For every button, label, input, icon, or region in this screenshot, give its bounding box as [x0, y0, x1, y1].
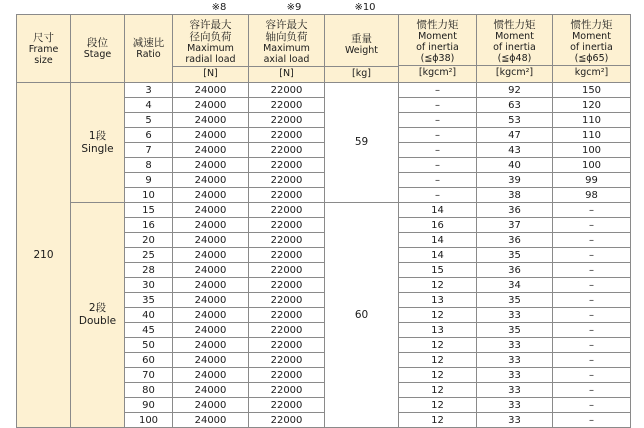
inertia-65-cell: – — [553, 353, 631, 368]
ratio-cell: 90 — [125, 398, 173, 413]
ratio-cell: 5 — [125, 113, 173, 128]
inertia-38-cell: – — [399, 158, 477, 173]
weight-cell: 60 — [325, 203, 399, 428]
inertia-48-cell: 35 — [477, 323, 553, 338]
ratio-cell: 7 — [125, 143, 173, 158]
header-inertia-65: 惯性力矩 Moment of inertia (≦ϕ65) kgcm²] — [553, 15, 631, 83]
inertia-65-cell: – — [553, 338, 631, 353]
inertia-65-cell: – — [553, 383, 631, 398]
inertia-48-cell: 33 — [477, 398, 553, 413]
radial-load-cell: 24000 — [173, 323, 249, 338]
ratio-cell: 100 — [125, 413, 173, 428]
ratio-cell: 50 — [125, 338, 173, 353]
inertia-38-cell: 13 — [399, 323, 477, 338]
radial-load-cell: 24000 — [173, 113, 249, 128]
table-row — [17, 83, 631, 98]
inertia-65-cell: – — [553, 398, 631, 413]
inertia-48-cell: 34 — [477, 278, 553, 293]
axial-load-cell: 22000 — [249, 128, 325, 143]
inertia-65-cell: – — [553, 218, 631, 233]
axial-load-cell: 22000 — [249, 413, 325, 428]
inertia-48-cell: 40 — [477, 158, 553, 173]
inertia-38-cell: 12 — [399, 413, 477, 428]
radial-load-cell: 24000 — [173, 293, 249, 308]
inertia-38-cell: 15 — [399, 263, 477, 278]
ratio-cell: 4 — [125, 98, 173, 113]
header-inertia-48: 惯性力矩 Moment of inertia (≦ϕ48) [kgcm²] — [477, 15, 553, 83]
axial-load-cell: 22000 — [249, 338, 325, 353]
axial-load-cell: 22000 — [249, 83, 325, 98]
inertia-48-cell: 33 — [477, 383, 553, 398]
header-ratio: 减速比 Ratio — [125, 15, 173, 83]
stage-label-en: Single — [81, 142, 114, 155]
stage-label-zh: 1段 — [88, 129, 107, 142]
radial-load-cell: 24000 — [173, 188, 249, 203]
ratio-cell: 10 — [125, 188, 173, 203]
axial-load-cell: 22000 — [249, 308, 325, 323]
header-radial-load: 容许最大 径向负荷 Maximum radial load [N] — [173, 15, 249, 83]
ratio-cell: 16 — [125, 218, 173, 233]
inertia-38-cell: 12 — [399, 308, 477, 323]
ratio-cell: 80 — [125, 383, 173, 398]
inertia-48-cell: 53 — [477, 113, 553, 128]
inertia-65-cell: 100 — [553, 158, 631, 173]
inertia-48-cell: 43 — [477, 143, 553, 158]
ratio-cell: 30 — [125, 278, 173, 293]
radial-load-cell: 24000 — [173, 368, 249, 383]
ratio-cell: 25 — [125, 248, 173, 263]
inertia-38-cell: 12 — [399, 338, 477, 353]
inertia-65-cell: – — [553, 233, 631, 248]
inertia-38-cell: – — [399, 83, 477, 98]
axial-load-cell: 22000 — [249, 368, 325, 383]
inertia-48-cell: 47 — [477, 128, 553, 143]
inertia-38-cell: – — [399, 143, 477, 158]
inertia-48-cell: 33 — [477, 308, 553, 323]
inertia-65-cell: 99 — [553, 173, 631, 188]
table-body — [17, 83, 631, 428]
inertia-65-cell: – — [553, 263, 631, 278]
ratio-cell: 8 — [125, 158, 173, 173]
header-frame-size: 尺寸 Frame size — [17, 15, 71, 83]
axial-load-cell: 22000 — [249, 203, 325, 218]
note-weight: ※10 — [354, 2, 376, 13]
inertia-65-cell: 110 — [553, 113, 631, 128]
radial-load-cell: 24000 — [173, 158, 249, 173]
header-axial-load: 容许最大 轴向负荷 Maximum axial load [N] — [249, 15, 325, 83]
inertia-48-cell: 39 — [477, 173, 553, 188]
radial-load-cell: 24000 — [173, 278, 249, 293]
inertia-38-cell: 14 — [399, 233, 477, 248]
ratio-cell: 40 — [125, 308, 173, 323]
inertia-38-cell: – — [399, 113, 477, 128]
axial-load-cell: 22000 — [249, 173, 325, 188]
stage-label-zh: 2段 — [88, 302, 107, 314]
axial-load-cell: 22000 — [249, 233, 325, 248]
axial-load-cell: 22000 — [249, 113, 325, 128]
inertia-48-cell: 35 — [477, 293, 553, 308]
inertia-65-cell: – — [553, 323, 631, 338]
inertia-38-cell: 12 — [399, 278, 477, 293]
inertia-65-cell: 100 — [553, 143, 631, 158]
inertia-65-cell: – — [553, 278, 631, 293]
inertia-65-cell: 150 — [553, 83, 631, 98]
radial-load-cell: 24000 — [173, 218, 249, 233]
weight-cell: 59 — [325, 83, 399, 203]
radial-load-cell: 24000 — [173, 173, 249, 188]
axial-load-cell: 22000 — [249, 323, 325, 338]
axial-load-cell: 22000 — [249, 398, 325, 413]
table-row — [17, 203, 631, 218]
axial-load-cell: 22000 — [249, 158, 325, 173]
radial-load-cell: 24000 — [173, 203, 249, 218]
axial-load-cell: 22000 — [249, 143, 325, 158]
ratio-cell: 6 — [125, 128, 173, 143]
ratio-cell: 15 — [125, 203, 173, 218]
header-stage: 段位 Stage — [71, 15, 125, 83]
ratio-cell: 45 — [125, 323, 173, 338]
radial-load-cell: 24000 — [173, 263, 249, 278]
radial-load-cell: 24000 — [173, 143, 249, 158]
radial-load-cell: 24000 — [173, 353, 249, 368]
radial-load-cell: 24000 — [173, 128, 249, 143]
radial-load-cell: 24000 — [173, 248, 249, 263]
ratio-cell: 60 — [125, 353, 173, 368]
radial-load-cell: 24000 — [173, 83, 249, 98]
frame-size-cell: 210 — [17, 83, 71, 428]
radial-load-cell: 24000 — [173, 338, 249, 353]
axial-load-cell: 22000 — [249, 98, 325, 113]
inertia-38-cell: 16 — [399, 218, 477, 233]
inertia-48-cell: 63 — [477, 98, 553, 113]
header-inertia-38: 惯性力矩 Moment of inertia (≦ϕ38) [kgcm²] — [399, 15, 477, 83]
ratio-cell: 35 — [125, 293, 173, 308]
ratio-cell: 3 — [125, 83, 173, 98]
inertia-48-cell: 38 — [477, 188, 553, 203]
radial-load-cell: 24000 — [173, 383, 249, 398]
ratio-cell: 9 — [125, 173, 173, 188]
radial-load-cell: 24000 — [173, 98, 249, 113]
inertia-48-cell: 33 — [477, 368, 553, 383]
inertia-48-cell: 33 — [477, 413, 553, 428]
note-radial: ※8 — [211, 2, 227, 13]
inertia-48-cell: 36 — [477, 263, 553, 278]
inertia-48-cell: 92 — [477, 83, 553, 98]
inertia-65-cell: 98 — [553, 188, 631, 203]
axial-load-cell: 22000 — [249, 248, 325, 263]
radial-load-cell: 24000 — [173, 308, 249, 323]
header-weight: 重量 Weight [kg] — [325, 15, 399, 83]
axial-load-cell: 22000 — [249, 293, 325, 308]
stage-cell — [71, 203, 125, 428]
inertia-38-cell: 12 — [399, 398, 477, 413]
radial-load-cell: 24000 — [173, 398, 249, 413]
axial-load-cell: 22000 — [249, 383, 325, 398]
axial-load-cell: 22000 — [249, 278, 325, 293]
inertia-65-cell: – — [553, 413, 631, 428]
axial-load-cell: 22000 — [249, 218, 325, 233]
inertia-38-cell: – — [399, 98, 477, 113]
inertia-65-cell: – — [553, 368, 631, 383]
inertia-38-cell: 14 — [399, 203, 477, 218]
radial-load-cell: 24000 — [173, 233, 249, 248]
stage-cell — [71, 83, 125, 203]
inertia-65-cell: – — [553, 308, 631, 323]
inertia-38-cell: 12 — [399, 383, 477, 398]
note-axial: ※9 — [286, 2, 302, 13]
inertia-65-cell: – — [553, 248, 631, 263]
inertia-38-cell: 12 — [399, 353, 477, 368]
axial-load-cell: 22000 — [249, 263, 325, 278]
axial-load-cell: 22000 — [249, 188, 325, 203]
inertia-65-cell: – — [553, 203, 631, 218]
inertia-38-cell: – — [399, 188, 477, 203]
inertia-38-cell: 14 — [399, 248, 477, 263]
table-header — [17, 15, 631, 83]
axial-load-cell: 22000 — [249, 353, 325, 368]
inertia-65-cell: – — [553, 293, 631, 308]
inertia-48-cell: 35 — [477, 248, 553, 263]
inertia-48-cell: 36 — [477, 233, 553, 248]
spec-table — [16, 14, 631, 428]
ratio-cell: 28 — [125, 263, 173, 278]
inertia-65-cell: 120 — [553, 98, 631, 113]
radial-load-cell: 24000 — [173, 413, 249, 428]
ratio-cell: 20 — [125, 233, 173, 248]
inertia-65-cell: 110 — [553, 128, 631, 143]
inertia-48-cell: 36 — [477, 203, 553, 218]
inertia-38-cell: – — [399, 173, 477, 188]
inertia-48-cell: 37 — [477, 218, 553, 233]
stage-label-en: Double — [78, 315, 117, 327]
column-notes — [0, 2, 644, 14]
inertia-38-cell: 13 — [399, 293, 477, 308]
inertia-38-cell: – — [399, 128, 477, 143]
inertia-38-cell: 12 — [399, 368, 477, 383]
inertia-48-cell: 33 — [477, 338, 553, 353]
ratio-cell: 70 — [125, 368, 173, 383]
inertia-48-cell: 33 — [477, 353, 553, 368]
